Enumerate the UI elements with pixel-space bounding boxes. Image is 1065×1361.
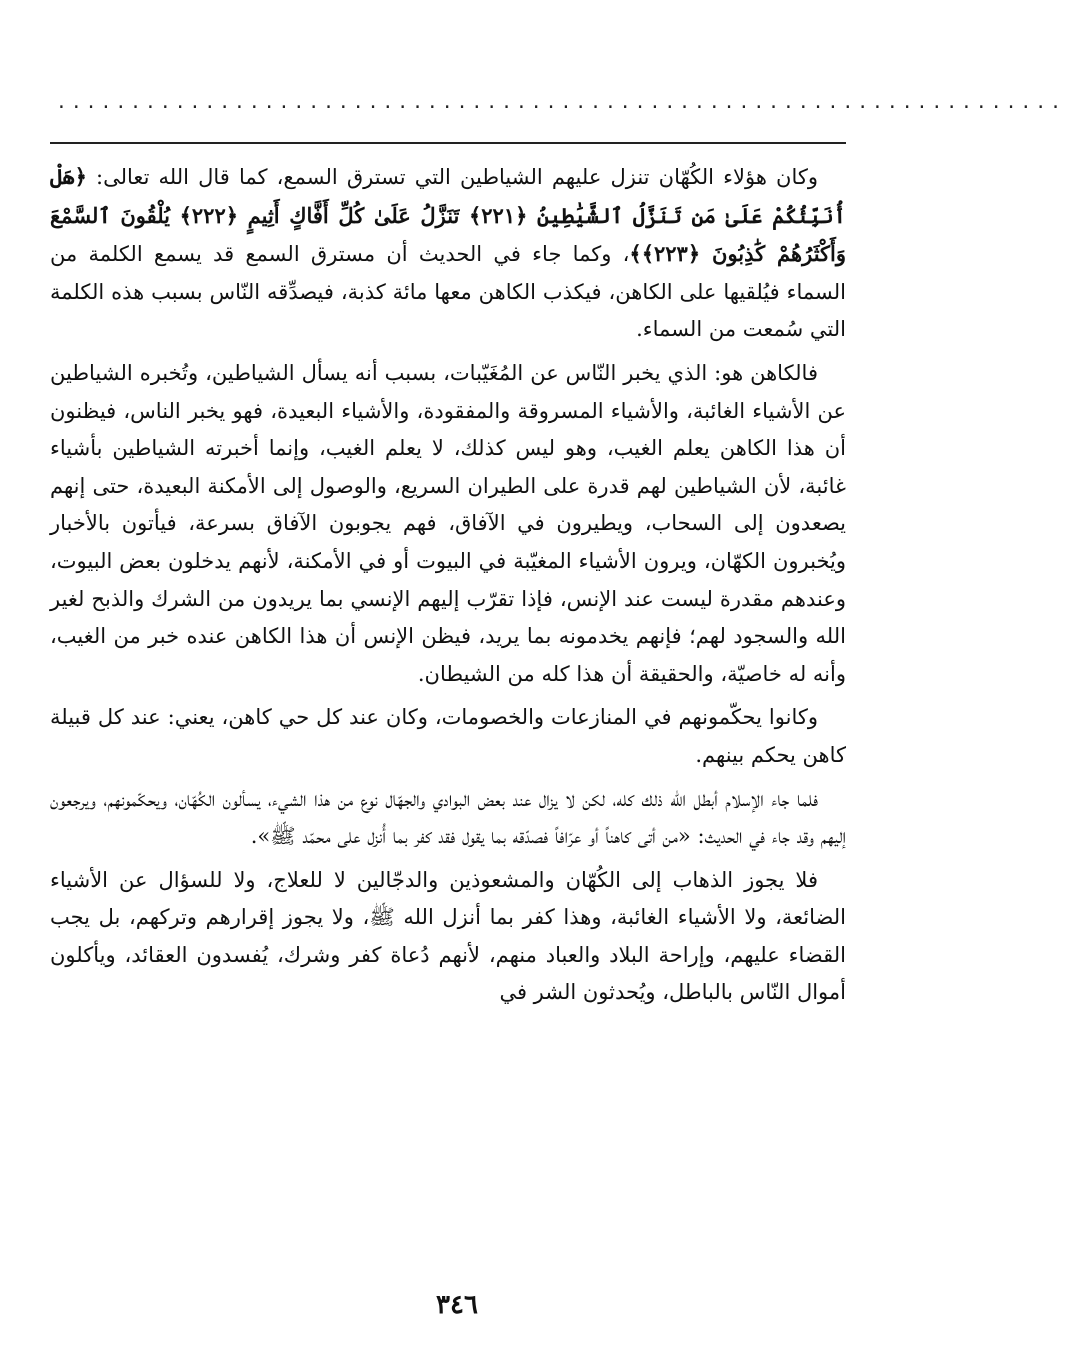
paragraph-5	[50, 862, 846, 1012]
paragraph-3-text: وكانوا يحكّمونهم في المنازعات والخصومات، وكان عند كل حي كاهن، يعني: عند كل قبيلة كاهن يحكم بينهم.	[50, 705, 846, 767]
paragraph-2-text: فالكاهن هو: الذي يخبر النّاس عن المُغَيّبات، بسبب أنه يسأل الشياطين، وتُخبره الشياطين عن الأشياء الغائبة، والأشياء المسروقة والمفقودة، والأشياء البعيدة، فهو يخبر الناس، فيظنون أن هذا الكاهن يعلم الغيب، وهو ليس كذلك، لا يعلم الغيب، وإنما أخبرته الشياطين بأشياء غائبة، لأن الشياطين لهم قدرة على الطيران السريع، والوصول إلى الأمكنة البعيدة، حتى إنهم يصعدون إلى السحاب، ويطيرون في الآفاق، فهم يجوبون الآفاق بسرعة، فيأتون بالأخبار ويُخبرون الكهّان، ويرون الأشياء المغيّبة في البيوت أو في الأمكنة، لأنهم يدخلون بعض البيوت، وعندهم مقدرة ليست عند الإنس، فإذا تقرّب إليهم الإنسي بما يريدون من الشرك والذبح لغير الله والسجود لهم؛ فإنهم يخدمونه بما يريد، فيظن الإنس أن هذا الكاهن عنده خبر من الغيب، وأنه له خاصيّة، والحقيقة أن هذا كله من الشيطان.	[50, 360, 847, 686]
paragraph-4	[50, 781, 846, 856]
paragraph-4-text: فلما جاء الإسلام أبطل الله ذلك كله، لكن لا يزال عند بعض البوادي والجهّال نوع من هذا الشيء، يسألون الكُهّان، ويحكّمونهم، ويرجعون إليهم وقد جاء في الحديث: «من أتى كاهناً أو عرّافاً فصدّقه بما يقول فقد كفر بما أُنزل على محمّد ﷺ».	[50, 786, 846, 849]
paragraph-1-text: وكان هؤلاء الكُهّان تنزل عليهم الشياطين التي تسترق السمع، كما قال الله تعالى:	[86, 165, 818, 189]
body-text	[50, 158, 846, 1012]
paragraph-3	[50, 699, 846, 774]
paragraph-1-text-cont: ، وكما جاء في الحديث أن مسترق السمع قد يسمع الكلمة من السماء فيُلقيها على الكاهن، فيكذب الكاهن معها مائة كذبة، فيصدِّقه النّاس بسبب هذه الكلمة التي سُمعت من السماء.	[50, 242, 846, 342]
quran-verse: ﴿هَلْ أُنَبِّئُكُمْ عَلَىٰ مَن تَنَزَّلُ ٱلشَّيَٰطِينُ ﴿٢٢١﴾ تَنَزَّلُ عَلَىٰ كُلِّ أَفَّاكٍ أَثِيمٍ ﴿٢٢٢﴾ يُلْقُونَ ٱلسَّمْعَ وَأَكْثَرُهُمْ كَٰذِبُونَ ﴿٢٢٣﴾﴾	[50, 164, 847, 267]
paragraph-2	[50, 355, 846, 693]
page-number: ٣٤٦	[436, 1290, 478, 1320]
paragraph-1	[50, 158, 846, 349]
paragraph-5-text: فلا يجوز الذهاب إلى الكُهّان والمشعوذين والدجّالين لا للعلاج، ولا للسؤال عن الأشياء الضائعة، ولا الأشياء الغائبة، وهذا كفر بما أنزل الله ﷺ، ولا يجوز إقرارهم وتركهم، بل يجب القضاء عليهم، وإراحة البلاد والعباد منهم، لأنهم دُعاة كفر وشرك، يُفسدون العقائد، ويأكلون أموال النّاس بالباطل، ويُحدثون الشر في	[50, 867, 846, 1005]
header-rule	[50, 142, 846, 144]
header-dotted-line: ....................................................................	[56, 92, 1065, 113]
